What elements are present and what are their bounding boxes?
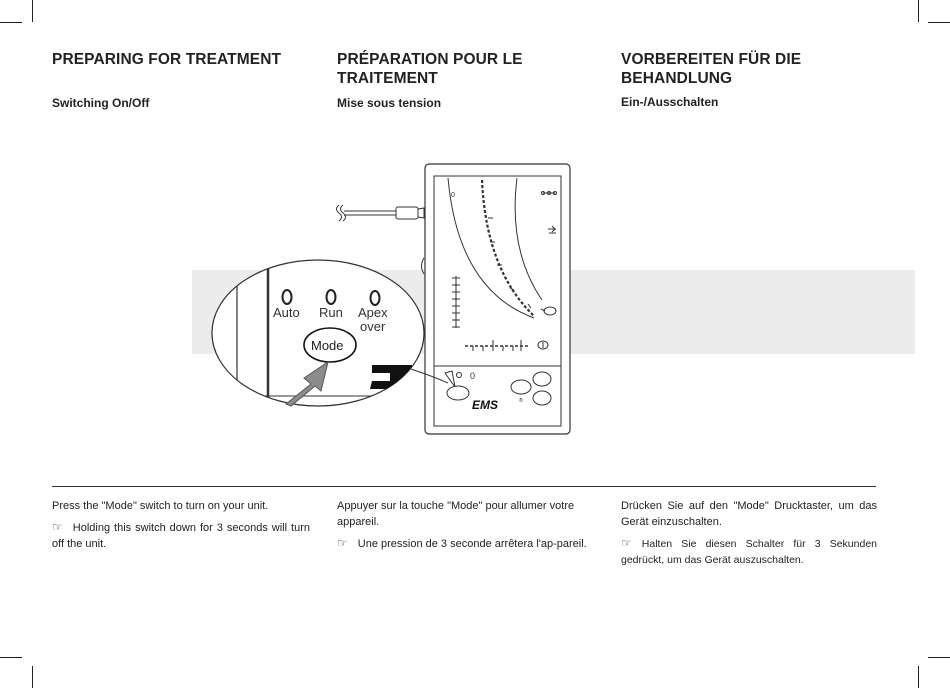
device-indicator: 0 <box>470 371 476 381</box>
body-de <box>621 498 877 568</box>
note-de-text: Halten Sie diesen Schalter für 3 Sekunden gedrückt, um das Gerät auszuschalten. <box>621 538 877 566</box>
device-mode-button <box>447 386 469 400</box>
note-fr <box>337 535 595 552</box>
title-en: PREPARING FOR TREATMENT <box>52 51 282 68</box>
instruction-en: Press the "Mode" switch to turn on your unit. <box>52 500 269 512</box>
note-fr-text: Une pression de 3 seconde arrêtera l'ap-pareil. <box>357 538 587 550</box>
body-fr <box>337 498 595 552</box>
device-brand-mark: ® <box>519 398 523 404</box>
mode-label-apex: Apex <box>358 305 388 320</box>
subtitle-fr: Mise sous tension <box>337 96 442 110</box>
mode-label-run: Run <box>319 305 343 320</box>
subtitle-de: Ein-/Ausschalten <box>621 95 719 109</box>
instruction-de: Drücken Sie auf den "Mode" Drucktaster, um das Gerät einzuschalten. <box>621 500 877 528</box>
mode-button-label: Mode <box>311 338 344 353</box>
pointing-hand-icon: ☞ <box>52 520 63 534</box>
instruction-fr: Appuyer sur la touche "Mode" pour allumer votre appareil. <box>337 500 575 528</box>
title-de-line2: BEHANDLUNG <box>621 70 733 87</box>
pointing-hand-icon: ☞ <box>337 536 348 550</box>
file-icon <box>542 192 557 195</box>
device-brand-logo: EMS <box>472 398 499 412</box>
mode-label-over: over <box>360 319 386 334</box>
device-button-middle <box>511 380 531 394</box>
title-fr-line1: PRÉPARATION POUR LE <box>337 51 523 68</box>
title-fr-line2: TRAITEMENT <box>337 70 438 87</box>
scale-top-label: 0 <box>451 192 455 199</box>
title-de-line1: VORBEREITEN FÜR DIE <box>621 51 802 68</box>
magnifier-callout <box>212 250 430 420</box>
body-en <box>52 498 310 552</box>
led-1 <box>457 373 462 378</box>
note-en <box>52 519 310 552</box>
mode-label-auto: Auto <box>273 305 300 320</box>
side-knob <box>422 258 425 274</box>
cable <box>337 205 425 221</box>
device-button-top-right <box>533 372 551 386</box>
pointing-hand-icon: ☞ <box>621 536 632 550</box>
subtitle-en: Switching On/Off <box>52 96 150 110</box>
section-divider <box>52 486 876 487</box>
note-en-text: Holding this switch down for 3 seconds will turn off the unit. <box>52 522 310 550</box>
note-de <box>621 535 877 568</box>
device-button-bottom-right <box>533 391 551 405</box>
